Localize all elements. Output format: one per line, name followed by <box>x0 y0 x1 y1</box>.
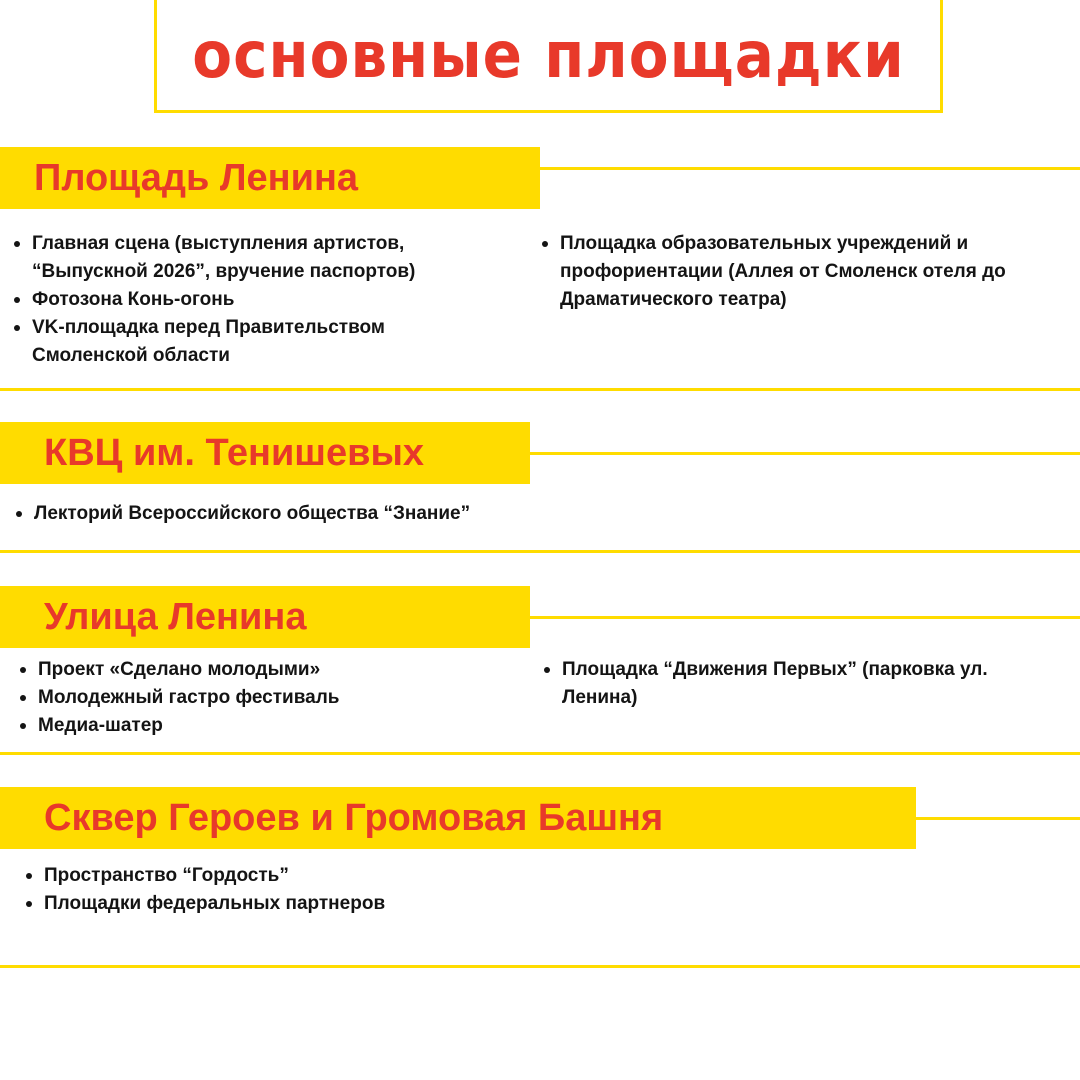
section-1-left-list <box>12 230 482 370</box>
section-4-left-list <box>24 862 724 918</box>
divider-4 <box>0 965 1080 968</box>
list-item: Медиа-шатер <box>18 712 488 740</box>
section-header-line-2 <box>530 452 1080 455</box>
section-title-1: Площадь Ленина <box>34 156 359 199</box>
list-item: Площадка образовательных учреждений и профориентации (Аллея от Смоленск отеля до Драматического театра) <box>540 230 1060 314</box>
divider-2 <box>0 550 1080 553</box>
divider-3 <box>0 752 1080 755</box>
section-header-1 <box>0 147 540 209</box>
section-3-right-list <box>542 656 1062 712</box>
page-title: основные площадки <box>192 17 905 93</box>
section-title-2: КВЦ им. Тенишевых <box>44 431 425 474</box>
section-header-4 <box>0 787 916 849</box>
section-header-line-4 <box>916 817 1080 820</box>
list-item: Главная сцена (выступления артистов, “Выпускной 2026”, вручение паспортов) <box>12 230 482 286</box>
divider-1 <box>0 388 1080 391</box>
section-title-4: Сквер Героев и Громовая Башня <box>44 796 664 839</box>
section-header-3 <box>0 586 530 648</box>
section-1-right-list <box>540 230 1060 314</box>
list-item: Фотозона Конь-огонь <box>12 286 482 314</box>
list-item: Лекторий Всероссийского общества “Знание” <box>14 500 914 528</box>
list-item: Проект «Сделано молодыми» <box>18 656 488 684</box>
section-2-left-list <box>14 500 914 528</box>
list-item: Пространство “Гордость” <box>24 862 724 890</box>
section-header-line-1 <box>540 167 1080 170</box>
list-item: Молодежный гастро фестиваль <box>18 684 488 712</box>
list-item: Площадки федеральных партнеров <box>24 890 724 918</box>
list-item: Площадка “Движения Первых” (парковка ул. Ленина) <box>542 656 1062 712</box>
section-title-3: Улица Ленина <box>44 595 307 638</box>
section-header-2 <box>0 422 530 484</box>
section-header-line-3 <box>530 616 1080 619</box>
title-box <box>154 0 943 113</box>
section-3-left-list <box>18 656 488 740</box>
list-item: VK-площадка перед Правительством Смоленской области <box>12 314 482 370</box>
